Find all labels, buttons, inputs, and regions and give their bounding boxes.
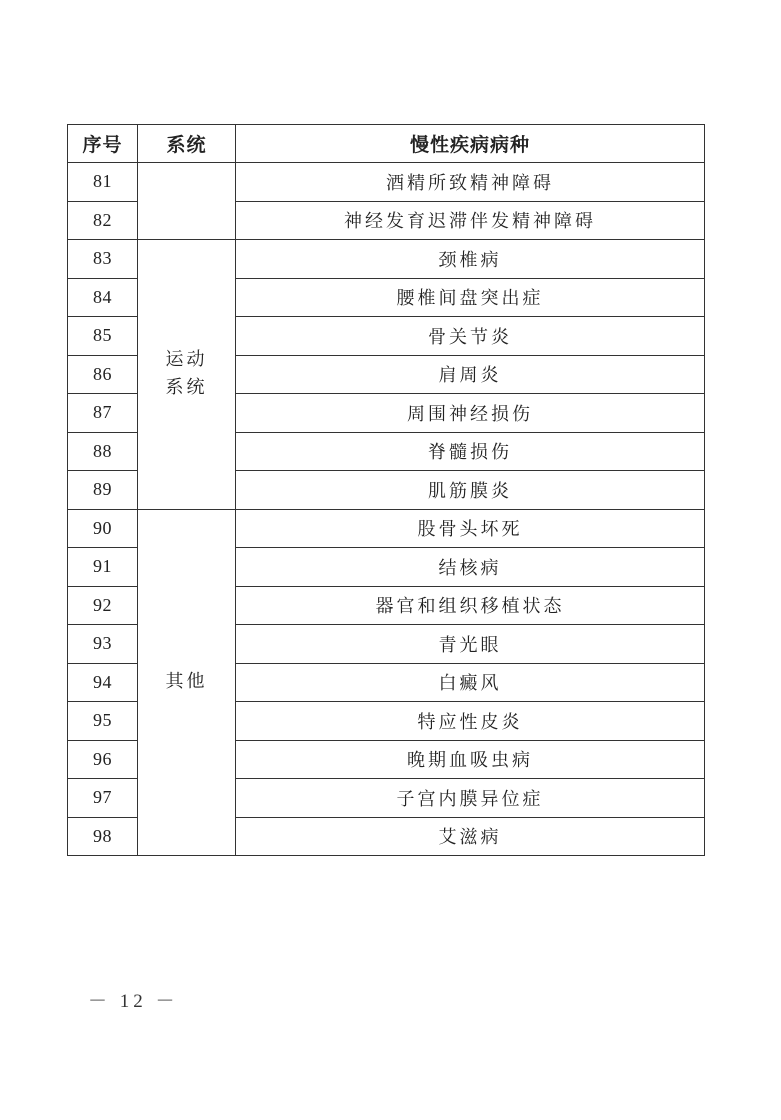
disease-name-cell: 神经发育迟滞伴发精神障碍 — [236, 201, 705, 240]
system-label-line: 其他 — [165, 671, 208, 693]
serial-number-cell: 89 — [68, 471, 138, 510]
disease-name-cell: 颈椎病 — [236, 240, 705, 279]
table-row — [68, 509, 705, 548]
disease-name-cell: 肩周炎 — [236, 355, 705, 394]
disease-name-cell: 器官和组织移植状态 — [236, 586, 705, 625]
disease-name-cell: 青光眼 — [236, 625, 705, 664]
serial-number-cell: 85 — [68, 317, 138, 356]
system-label-line: 系统 — [165, 377, 208, 399]
disease-name-cell: 脊髓损伤 — [236, 432, 705, 471]
serial-number-cell: 83 — [68, 240, 138, 279]
serial-number-cell: 96 — [68, 740, 138, 779]
table-header-row — [68, 125, 705, 163]
disease-name-cell: 子宫内膜异位症 — [236, 779, 705, 818]
system-cell — [138, 163, 236, 240]
serial-number-cell: 87 — [68, 394, 138, 433]
system-cell — [138, 509, 236, 856]
disease-name-cell: 白癜风 — [236, 663, 705, 702]
disease-name-cell: 艾滋病 — [236, 817, 705, 856]
table-row — [68, 240, 705, 279]
serial-number-cell: 91 — [68, 548, 138, 587]
serial-number-cell: 98 — [68, 817, 138, 856]
serial-number-cell: 84 — [68, 278, 138, 317]
serial-number-cell: 93 — [68, 625, 138, 664]
disease-name-cell: 骨关节炎 — [236, 317, 705, 356]
disease-name-cell: 结核病 — [236, 548, 705, 587]
serial-number-cell: 90 — [68, 509, 138, 548]
disease-name-cell: 晚期血吸虫病 — [236, 740, 705, 779]
serial-number-cell: 82 — [68, 201, 138, 240]
header-system: 系统 — [138, 125, 236, 163]
disease-name-cell: 股骨头坏死 — [236, 509, 705, 548]
serial-number-cell: 86 — [68, 355, 138, 394]
serial-number-cell: 95 — [68, 702, 138, 741]
disease-name-cell: 肌筋膜炎 — [236, 471, 705, 510]
page-number: － 12 － — [88, 991, 179, 1012]
disease-name-cell: 酒精所致精神障碍 — [236, 163, 705, 202]
serial-number-cell: 81 — [68, 163, 138, 202]
disease-name-cell: 周围神经损伤 — [236, 394, 705, 433]
serial-number-cell: 92 — [68, 586, 138, 625]
header-serial-number: 序号 — [68, 125, 138, 163]
disease-name-cell: 腰椎间盘突出症 — [236, 278, 705, 317]
header-chronic-disease: 慢性疾病病种 — [236, 125, 705, 163]
chronic-disease-table — [67, 124, 705, 856]
system-label-line: 运动 — [165, 349, 208, 371]
disease-name-cell: 特应性皮炎 — [236, 702, 705, 741]
system-cell — [138, 240, 236, 510]
table-row — [68, 163, 705, 202]
serial-number-cell: 97 — [68, 779, 138, 818]
serial-number-cell: 88 — [68, 432, 138, 471]
serial-number-cell: 94 — [68, 663, 138, 702]
